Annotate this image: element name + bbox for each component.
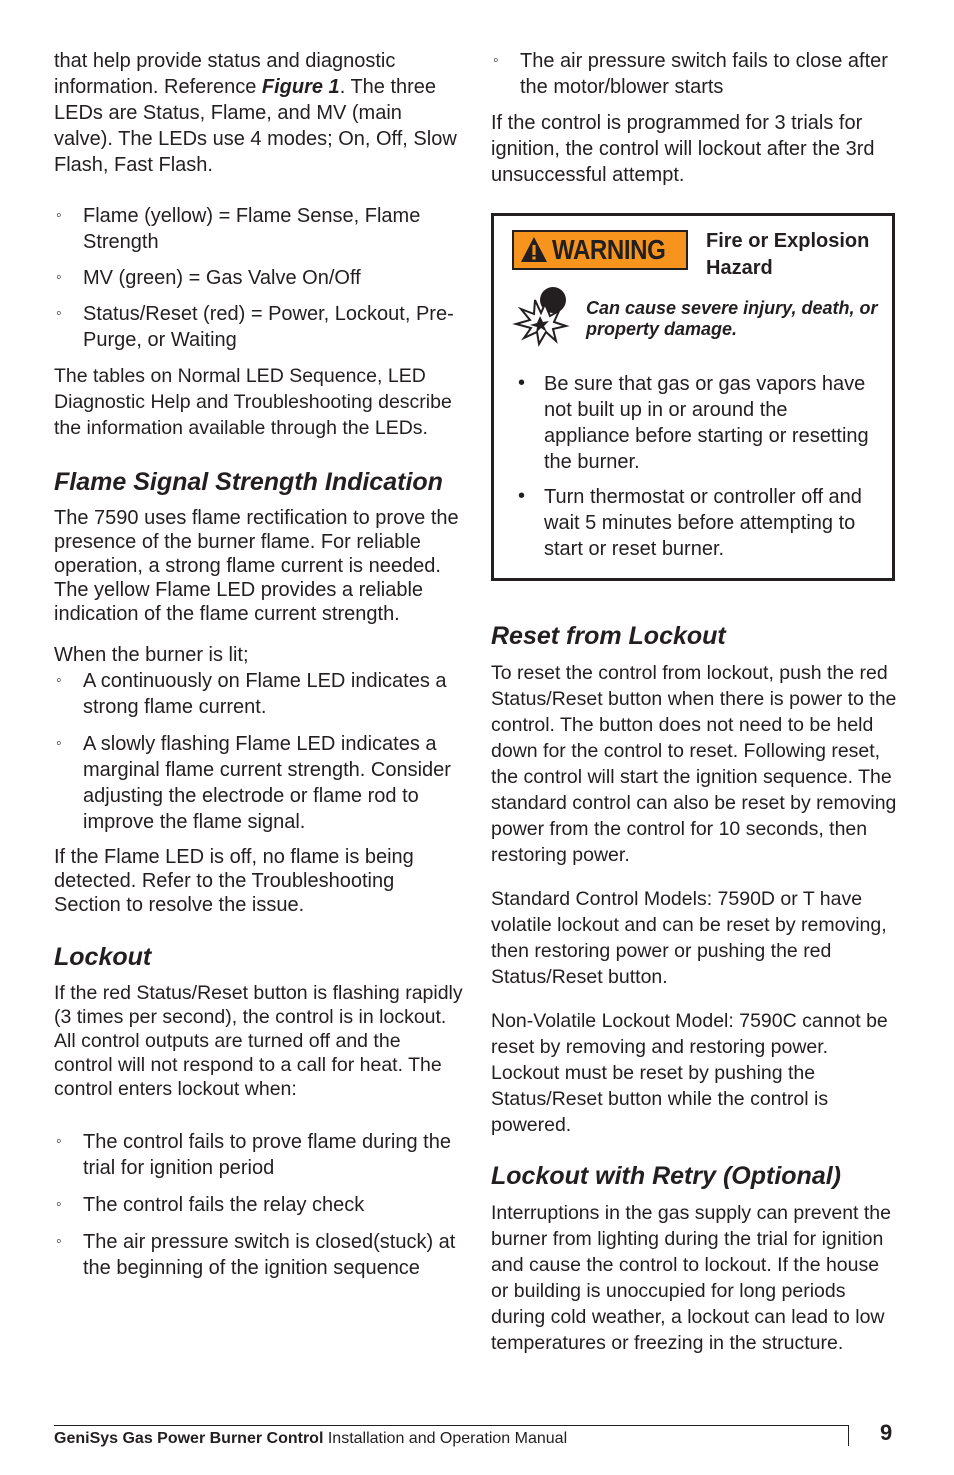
nonvolatile-paragraph: Non-Volatile Lockout Model: 7590C cannot be reset by removing and restoring power. Lockout must be reset by pushing the Status/Reset button while the control is powered. xyxy=(491,1010,888,1136)
flame-paragraph: The 7590 uses flame rectification to prove the presence of the burner flame. For reliable operation, a strong flame current is needed. The yellow Flame LED provides a reliable indication of the flame current strength. xyxy=(54,507,459,625)
intro-text: that help provide status and diagnostic information. Reference xyxy=(54,50,396,98)
list-item: ◦ The air pressure switch fails to close after the motor/blower starts xyxy=(491,48,901,100)
lockout-list-continued xyxy=(491,48,901,100)
reset-heading: Reset from Lockout xyxy=(491,622,726,650)
list-item: ◦ A continuously on Flame LED indicates a strong flame current. xyxy=(54,668,464,720)
list-item: ◦ Status/Reset (red) = Power, Lockout, Pre-Purge, or Waiting xyxy=(54,301,464,353)
intro-text-end: . The three LEDs are Status, Flame, and MV (main valve). The LEDs use 4 modes; On, Off, Slow Flash, Fast Flash. xyxy=(54,76,457,176)
warning-box xyxy=(491,213,895,581)
right-column-lower xyxy=(491,622,901,1356)
tables-paragraph: The tables on Normal LED Sequence, LED Diagnostic Help and Troubleshooting describe the information available through the LEDs. xyxy=(54,365,452,439)
warning-triangle-icon xyxy=(520,236,548,264)
footer-title-bold: GeniSys Gas Power Burner Control xyxy=(54,1430,324,1447)
footer-title xyxy=(54,1430,567,1448)
left-column xyxy=(54,48,464,1281)
list-item: • Be sure that gas or gas vapors have not built up in or around the appliance before starting or resetting the burner. xyxy=(516,371,876,475)
page-footer xyxy=(54,1425,849,1446)
list-item: ◦ Flame (yellow) = Flame Sense, Flame Strength xyxy=(54,203,464,255)
retry-heading: Lockout with Retry (Optional) xyxy=(491,1162,841,1190)
list-item: ◦ MV (green) = Gas Valve On/Off xyxy=(54,265,464,291)
retry-paragraph: Interruptions in the gas supply can prevent the burner from lighting during the trial for ignition and cause the control to lockout. If the house or building is unoccupied for long periods during cold weather, a lockout can lead to low temperatures or freezing in the structure. xyxy=(491,1202,891,1354)
trials-paragraph: If the control is programmed for 3 trials for ignition, the control will lockout after the 3rd unsuccessful attempt. xyxy=(491,112,875,186)
page-number: 9 xyxy=(880,1420,893,1445)
explosion-icon xyxy=(512,286,578,350)
lockout-heading: Lockout xyxy=(54,943,152,971)
hazard-title: Fire or Explosion Hazard xyxy=(706,230,870,279)
list-item: ◦ The air pressure switch is closed(stuck) at the beginning of the ignition sequence xyxy=(54,1229,464,1281)
warning-badge xyxy=(512,230,688,270)
right-column xyxy=(491,48,901,188)
led-list xyxy=(54,203,464,353)
list-item: ◦ The control fails the relay check xyxy=(54,1192,464,1218)
list-item: ◦ A slowly flashing Flame LED indicates a marginal flame current strength. Consider adjusting the electrode or flame rod to improve the flame signal. xyxy=(54,731,464,835)
warning-list xyxy=(516,371,876,571)
flame-led-list xyxy=(54,668,464,835)
list-item: • Turn thermostat or controller off and wait 5 minutes before attempting to start or reset burner. xyxy=(516,484,876,562)
footer-title-rest: Installation and Operation Manual xyxy=(323,1430,568,1447)
warning-label: WARNING xyxy=(552,234,666,265)
standard-models-paragraph: Standard Control Models: 7590D or T have volatile lockout and can be reset by removing, then restoring power or pushing the red Status/Reset button. xyxy=(491,888,887,988)
intro-paragraph xyxy=(54,48,464,178)
figure-reference: Figure 1 xyxy=(261,76,340,98)
flame-heading: Flame Signal Strength Indication xyxy=(54,468,443,496)
when-lit-text: When the burner is lit; xyxy=(54,644,249,666)
flame-off-paragraph: If the Flame LED is off, no flame is being detected. Refer to the Troubleshooting Section to resolve the issue. xyxy=(54,846,414,916)
list-item: ◦ The control fails to prove flame during the trial for ignition period xyxy=(54,1129,464,1181)
lockout-paragraph: If the red Status/Reset button is flashing rapidly (3 times per second), the control is in lockout. All control outputs are turned off and the control will not respond to a call for heat. The control enters lockout when: xyxy=(54,982,463,1100)
severity-text: Can cause severe injury, death, or property damage. xyxy=(586,298,878,339)
lockout-list xyxy=(54,1129,464,1281)
reset-paragraph: To reset the control from lockout, push the red Status/Reset button when there is power to the control. The button does not need to be held down for the control to reset. Following reset, the control will start the ignition sequence. The standard control can also be reset by removing power from the control for 10 seconds, then restoring power. xyxy=(491,662,897,866)
